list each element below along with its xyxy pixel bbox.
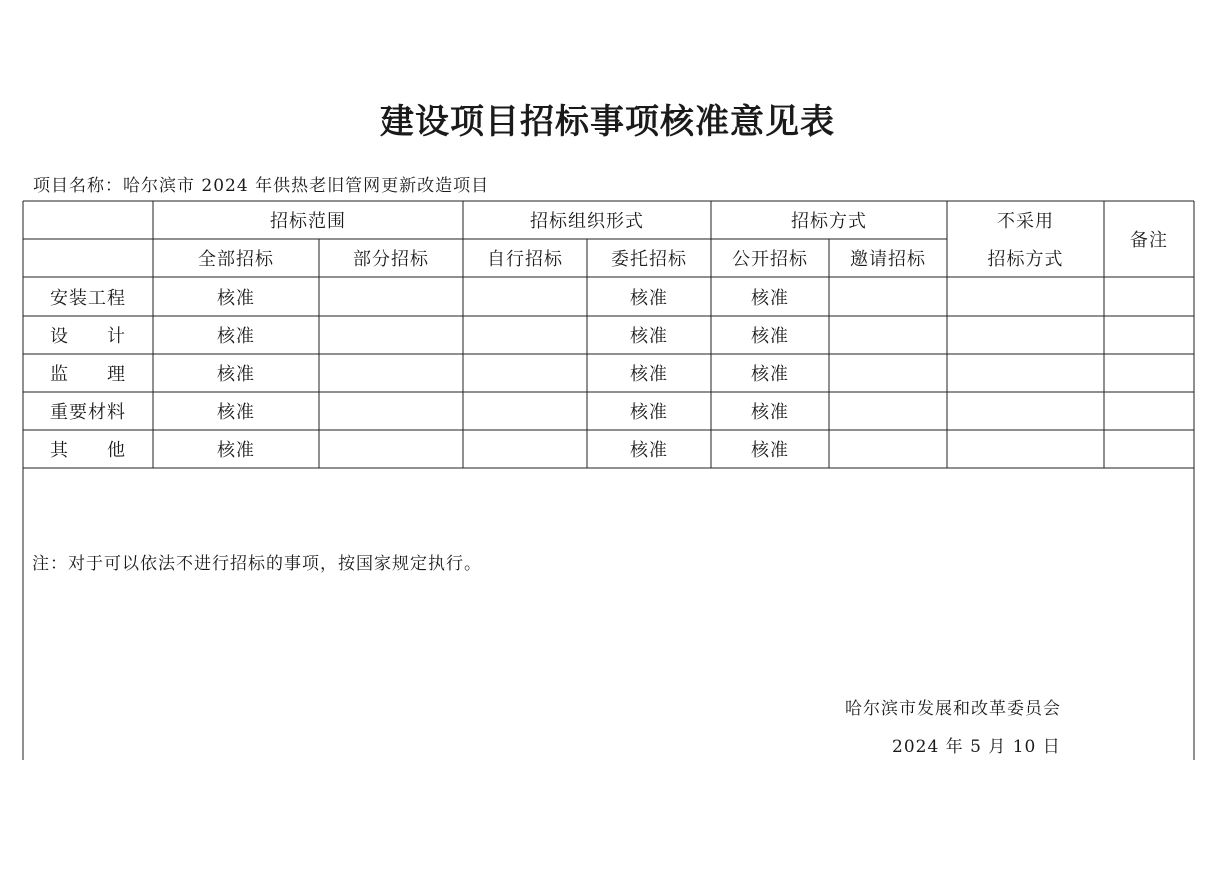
header-scope: 招标范围	[270, 211, 346, 232]
header-organization: 招标组织形式	[530, 211, 644, 232]
issue-date: 2024 年 5 月 10 日	[892, 737, 1061, 757]
cell-method-open: 核准	[751, 440, 789, 461]
cell-org-entrusted: 核准	[630, 402, 668, 423]
cell-org-entrusted: 核准	[630, 364, 668, 385]
subheader-method-open: 公开招标	[732, 249, 808, 270]
subheader-scope-partial: 部分招标	[353, 249, 429, 270]
cell-scope-full: 核准	[217, 287, 255, 309]
cell-org-entrusted: 核准	[630, 440, 668, 461]
subheader-org-self: 自行招标	[487, 249, 563, 270]
row-category: 设 计	[50, 326, 126, 347]
footnote: 注：对于可以依法不进行招标的事项，按国家规定执行。	[32, 554, 482, 574]
cell-scope-full: 核准	[217, 402, 255, 423]
subheader-method-invited: 邀请招标	[850, 249, 926, 270]
cell-scope-full: 核准	[217, 364, 255, 385]
header-remarks: 备注	[1130, 230, 1168, 251]
cell-method-open: 核准	[751, 287, 789, 309]
row-category: 重要材料	[50, 402, 126, 423]
subheader-scope-full: 全部招标	[198, 249, 274, 270]
header-not-adopted-line1: 不采用	[997, 211, 1054, 232]
cell-org-entrusted: 核准	[630, 287, 668, 309]
issuing-authority: 哈尔滨市发展和改革委员会	[845, 699, 1061, 719]
cell-org-entrusted: 核准	[630, 326, 668, 347]
row-category: 其 他	[50, 440, 126, 461]
row-category: 监 理	[50, 364, 126, 385]
cell-method-open: 核准	[751, 364, 789, 385]
row-category: 安装工程	[50, 287, 126, 309]
header-not-adopted-line2: 招标方式	[987, 249, 1064, 270]
cell-scope-full: 核准	[217, 326, 255, 347]
document-title: 建设项目招标事项核准意见表	[380, 102, 835, 142]
header-method: 招标方式	[791, 211, 867, 232]
cell-method-open: 核准	[751, 326, 789, 347]
subheader-org-entrusted: 委托招标	[611, 249, 687, 270]
project-name: 项目名称：哈尔滨市 2024 年供热老旧管网更新改造项目	[33, 176, 490, 196]
cell-method-open: 核准	[751, 402, 789, 423]
cell-scope-full: 核准	[217, 440, 255, 461]
